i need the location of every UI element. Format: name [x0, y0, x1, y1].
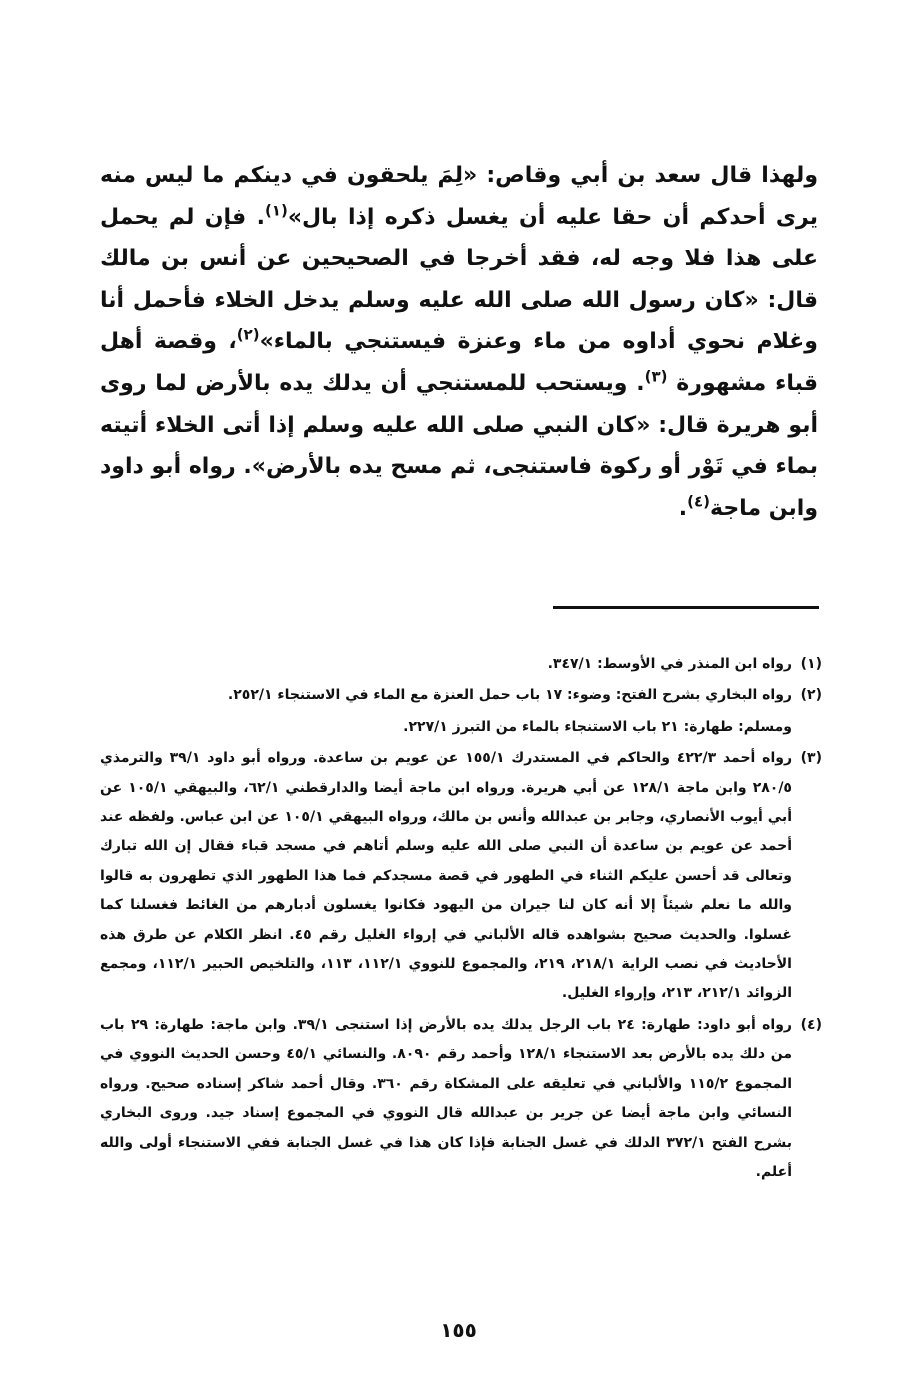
footnote-text: رواه أحمد ٤٢٢/٣ والحاكم في المستدرك ١٥٥/١ عن عويم بن ساعدة. ورواه أبو داود ٣٩/١ والترمذي ٢٨٠/٥ وابن ماجة ١٢٨/١ عن أبي هريرة. ورواه ابن ماجة أيضا والدارقطني ٦٢/١، والبيهقي ١٠٥/١ عن أبي أيوب الأنصاري، وجابر بن عبدالله وأنس بن مالك، ورواه البيهقي ١٠٥/١ عن ابن عباس. ولفظه عند أحمد عن عويم بن ساعدة أن النبي صلى الله عليه وسلم أتاهم في مسجد قباء فقال إن الله تبارك وتعالى قد أحسن عليكم الثناء في الطهور في قصة مسجدكم فما هذا الطهور الذي تطهرون به قالوا والله ما نعلم شيئاً إلا أنه كان لنا جيران من اليهود فكانوا يغسلون أدبارهم من الغائط فغسلنا كما غسلوا. والحديث صحيح بشواهده قاله الألباني في إرواء الغليل رقم ٤٥. انظر الكلام عن طرق هذه الأحاديث في نصب الراية ٢١٨/١، ٢١٩، والمجموع للنووي ١١٢/١، ١١٣، والتلخيص الحبير ١١٢/١، ومجمع الزوائد ٢١٢/١، ٢١٣، وإرواء الغليل. — [100, 750, 792, 1002]
main-text-part-5: . — [678, 495, 688, 521]
footnote-divider — [553, 606, 819, 609]
main-text-part-4: . ويستحب للمستنجي أن يدلك يده بالأرض لما روى أبو هريرة قال: «كان النبي صلى الله عليه وسلم إذا أتى الخلاء أتيته بماء في تَوْر أو ركوة فاستنجى، ثم مسح يده بالأرض». رواه أبو داود وابن ماجة — [100, 370, 818, 521]
footnote-ref-3[interactable]: (٣) — [644, 367, 668, 386]
footnote-number: (٢) — [800, 687, 822, 704]
footnote-ref-1[interactable]: (١) — [264, 201, 288, 220]
footnote-4 — [100, 1011, 822, 1187]
footnote-2 — [100, 681, 822, 710]
main-text-part-1: ولهذا قال سعد بن أبي وقاص: «لِمَ يلحقون في دينكم ما ليس منه يرى أحدكم أن حقا عليه أن يغسل ذكره إذا بال» — [100, 163, 818, 230]
footnote-text: رواه أبو داود: طهارة: ٢٤ باب الرجل يدلك يده بالأرض إذا استنجى ٣٩/١. وابن ماجة: طهارة: ٢٩ باب من دلك يده بالأرض بعد الاستنجاء ١٢٨/١ وأحمد رقم ٨٠٩٠. والنسائي ٤٥/١ وحسن الحديث النووي في المجموع ١١٥/٢ والألباني في تعليقه على المشكاة رقم ٣٦٠. وقال أحمد شاكر إسناده صحيح. ورواه النسائي وابن ماجة أيضا عن جرير بن عبدالله قال النووي في المجموع إسناد جيد. وروى البخاري بشرح الفتح ٣٧٢/١ الدلك في غسل الجنابة فإذا كان هذا في غسل الجنابة ففي الاستنجاء أولى والله أعلم. — [100, 1016, 793, 1180]
footnote-ref-2[interactable]: (٢) — [236, 326, 260, 345]
main-paragraph — [100, 155, 818, 529]
footnote-text: رواه ابن المنذر في الأوسط: ٣٤٧/١. — [547, 656, 792, 672]
footnote-ref-4[interactable]: (٤) — [687, 492, 710, 511]
main-text-part-2: . فإن لم يحمل على هذا فلا وجه له، فقد أخرجا في الصحيحين عن أنس بن مالك قال: «كان رسول الله صلى الله عليه وسلم يدخل الخلاء فأحمل أنا وغلام نحوي أداوه من ماء وعنزة فيستنجي بالماء» — [100, 204, 818, 355]
footnote-2-continuation: ومسلم: طهارة: ٢١ باب الاستنجاء بالماء من التبرز ٢٢٧/١. — [403, 718, 792, 735]
footnote-text: رواه البخاري بشرح الفتح: وضوء: ١٧ باب حمل العنزة مع الماء في الاستنجاء ٢٥٢/١. — [227, 687, 792, 704]
footnote-3 — [100, 744, 822, 1009]
footnote-1 — [100, 650, 822, 679]
footnote-number: (٤) — [800, 1016, 822, 1033]
footnote-number: (٣) — [800, 750, 822, 767]
footnotes-section — [100, 650, 822, 1189]
main-text-part-3: ، وقصة أهل قباء مشهورة — [100, 329, 818, 396]
footnote-number: (١) — [800, 656, 822, 672]
page-number: ١٥٥ — [440, 1318, 477, 1342]
